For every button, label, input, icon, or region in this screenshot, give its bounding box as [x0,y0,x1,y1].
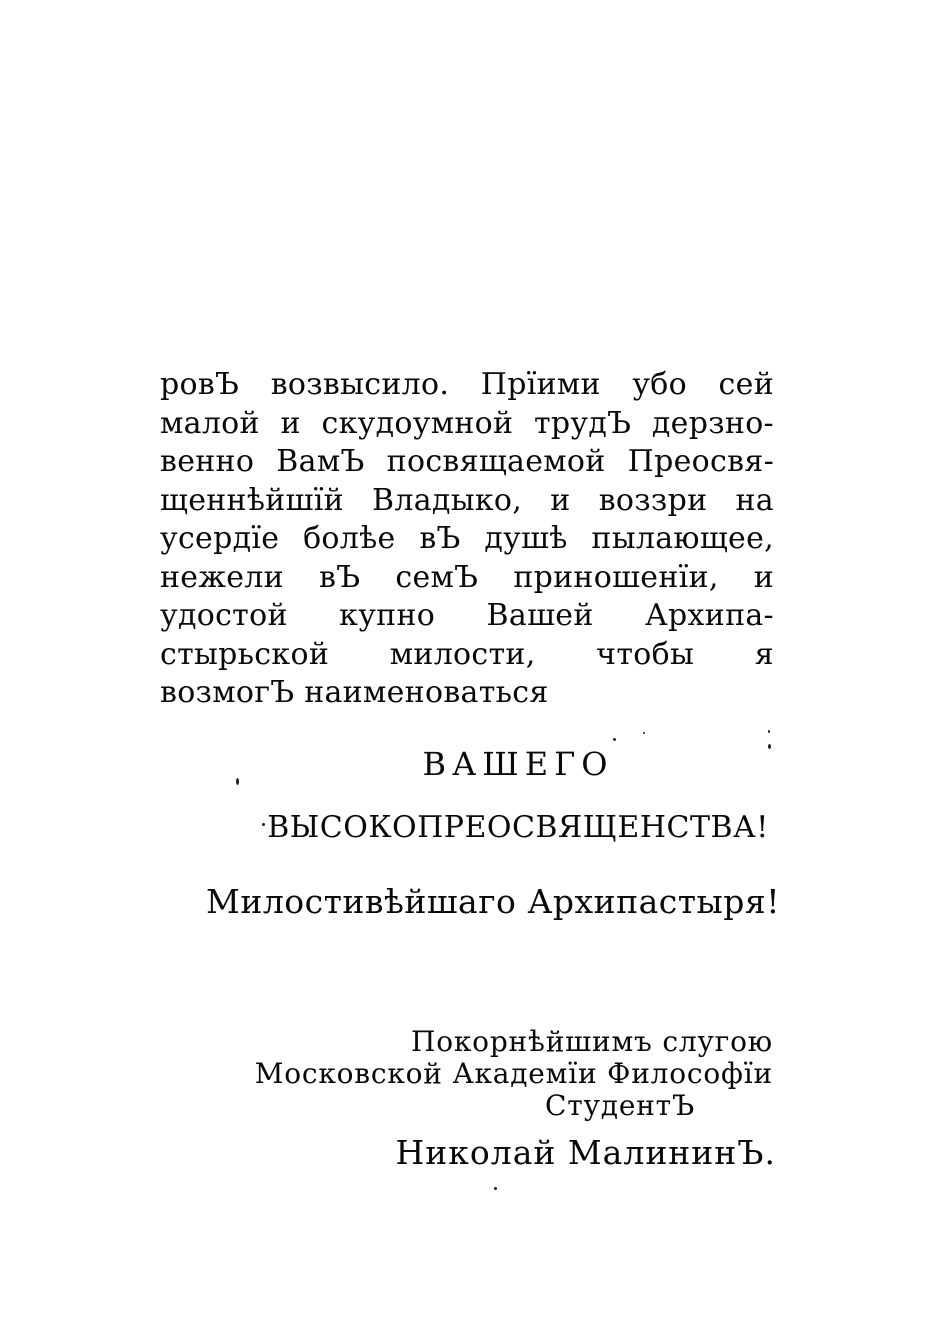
text-line: стырьской милости, чтобы я [160,636,774,672]
signature-name: Николай МалининЪ. [395,1133,776,1172]
signature-student: СтудентЪ [545,1089,695,1122]
text-line: малой и скудоумной трудЪ дерзно- [160,405,774,441]
text-line: ровЪ возвысило. Прїими убо сей [160,367,774,402]
address-vashego: ВАШЕГО [422,745,614,783]
signature-academy: Московской Академїи Философїи [254,1057,773,1090]
text-line: венно ВамЪ посвящаемой Преосвя- [160,444,774,479]
signature-servant: Покорнѣйшимъ слугою [410,1025,773,1058]
scan-speck [643,732,645,734]
dedication-paragraph [160,366,774,713]
scan-speck [613,738,616,741]
scan-speck [768,744,771,749]
scan-speck [768,730,770,733]
address-title: ВЫСОКОПРЕОСВЯЩЕНСТВА! [267,810,769,845]
text-line: щеннѣйшїй Владыко, и воззри на [160,482,774,518]
scan-speck [236,778,239,785]
text-line: удостой купно Вашей Архипа- [160,598,774,633]
scan-speck [262,823,265,826]
text-line: усердїе болѣе вЪ душѣ пылающее, [160,521,774,556]
scan-speck [494,1187,497,1190]
text-line: возмогЪ наименоваться [160,675,549,710]
address-archpastor: Милостивѣйшаго Архипастыря! [206,882,780,921]
text-line: нежели вЪ семЪ приношенїи, и [160,559,774,595]
